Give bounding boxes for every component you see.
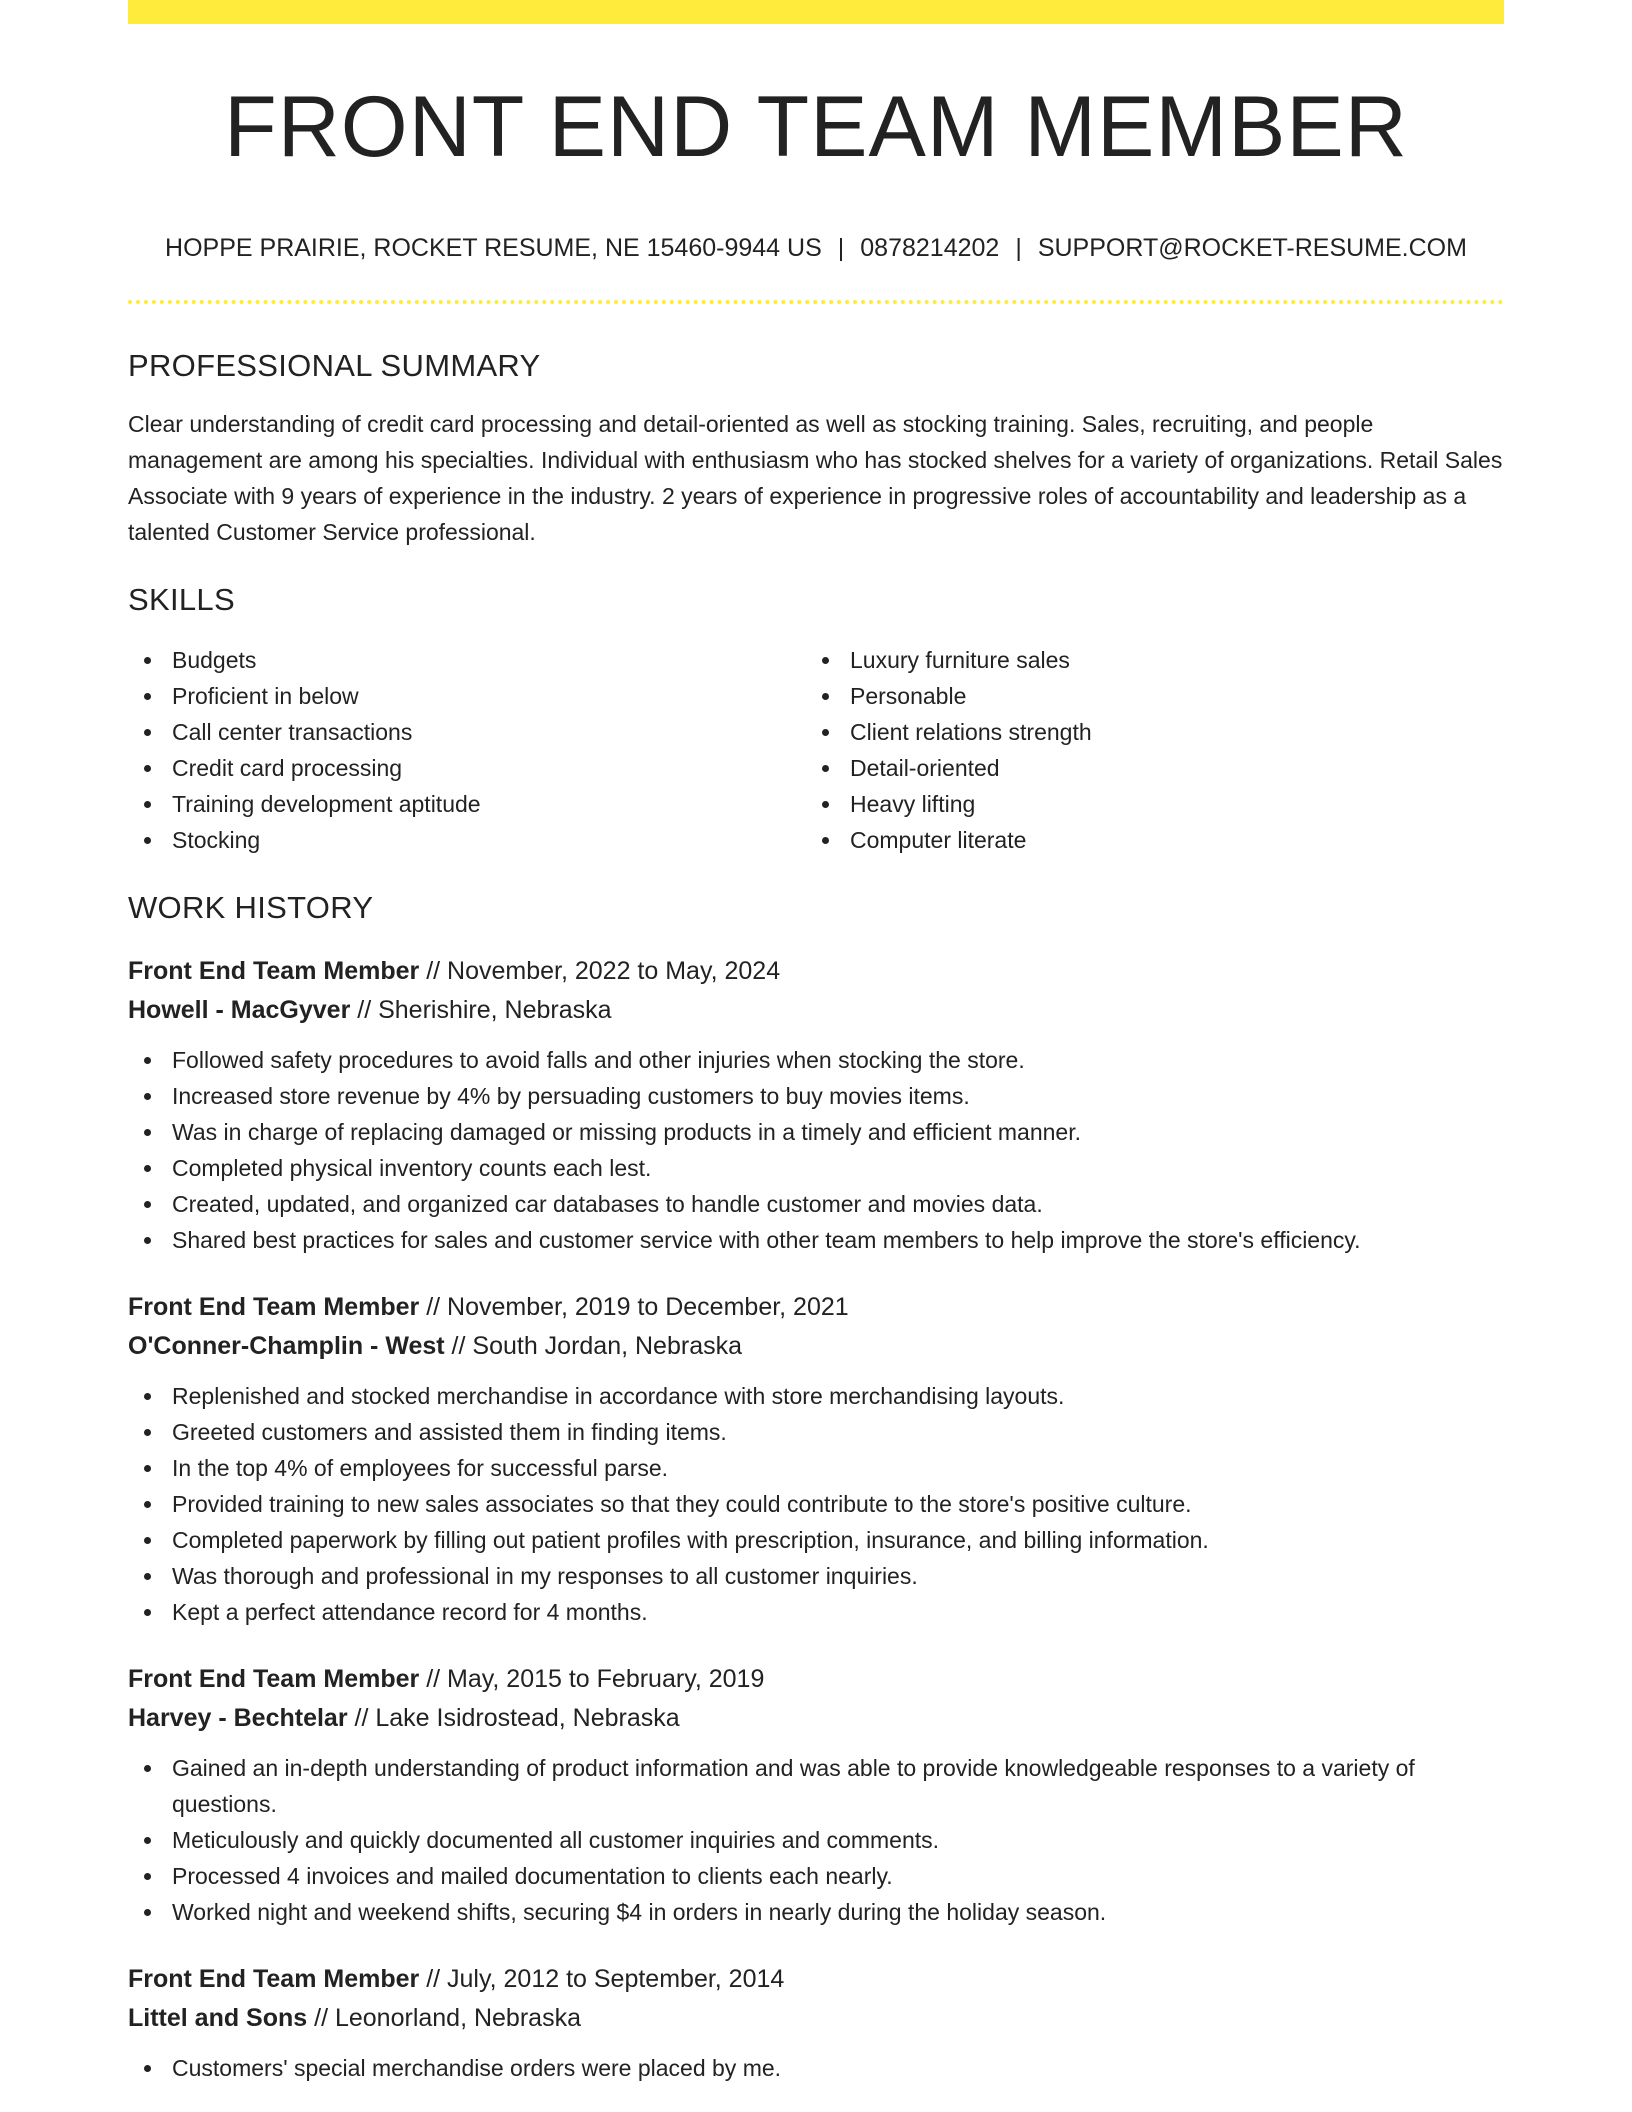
job-bullet: Shared best practices for sales and customer service with other team members to help improve the store's efficiency. [128,1222,1504,1258]
job-bullet: Was in charge of replacing damaged or missing products in a timely and efficient manner. [128,1114,1504,1150]
job-bullet: Kept a perfect attendance record for 4 months. [128,1594,1504,1630]
skills-column-right [806,642,1484,858]
job-location: // Sherishire, Nebraska [350,996,612,1024]
job-dates: // November, 2022 to May, 2024 [419,957,781,985]
job-role-line [128,952,1504,991]
job-company: Howell - MacGyver [128,996,351,1024]
job-company: O'Conner-Champlin - West [128,1332,445,1360]
resume-name: FRONT END TEAM MEMBER [224,79,1408,175]
job-role-line [128,1288,1504,1327]
contact-email: SUPPORT@ROCKET-RESUME.COM [1037,234,1467,262]
job-role: Front End Team Member [128,1293,420,1321]
job-entry [128,1960,1504,2086]
job-bullet: Followed safety procedures to avoid falls and other injuries when stocking the store. [128,1042,1504,1078]
top-accent-bar [128,0,1504,24]
job-bullet: Completed physical inventory counts each lest. [128,1150,1504,1186]
contact-separator: | [1015,234,1022,262]
job-role: Front End Team Member [128,1965,420,1993]
skills-list [128,642,1504,858]
job-location: // Leonorland, Nebraska [307,2004,581,2032]
job-role: Front End Team Member [128,957,420,985]
job-bullet: Greeted customers and assisted them in finding items. [128,1414,1504,1450]
job-bullet: Replenished and stocked merchandise in accordance with store merchandising layouts. [128,1378,1504,1414]
job-bullet: Processed 4 invoices and mailed documentation to clients each nearly. [128,1858,1504,1894]
job-bullets [128,1378,1504,1630]
job-entry [128,1660,1504,1930]
job-bullets [128,1750,1504,1930]
job-bullet: Provided training to new sales associates so that they could contribute to the store's positive culture. [128,1486,1504,1522]
skill-item: Call center transactions [128,714,806,750]
skill-item: Computer literate [806,822,1484,858]
skill-item: Credit card processing [128,750,806,786]
job-bullet: Increased store revenue by 4% by persuading customers to buy movies items. [128,1078,1504,1114]
job-dates: // November, 2019 to December, 2021 [419,1293,849,1321]
job-bullet: In the top 4% of employees for successful parse. [128,1450,1504,1486]
skills-heading: SKILLS [128,582,235,617]
skill-item: Client relations strength [806,714,1484,750]
job-bullet: Created, updated, and organized car databases to handle customer and movies data. [128,1186,1504,1222]
job-company-line [128,1999,1504,2038]
job-location: // South Jordan, Nebraska [444,1332,742,1360]
resume-page [128,0,1504,2086]
contact-address: HOPPE PRAIRIE, ROCKET RESUME, NE 15460-9944 US [165,234,822,262]
contact-phone: 0878214202 [860,234,1000,262]
skill-item: Budgets [128,642,806,678]
job-company-line [128,1699,1504,1738]
job-company: Harvey - Bechtelar [128,1704,348,1732]
skills-column-left [128,642,806,858]
dotted-divider [128,300,1504,304]
job-bullets [128,1042,1504,1258]
skill-item: Stocking [128,822,806,858]
job-dates: // May, 2015 to February, 2019 [419,1665,765,1693]
job-company-line [128,1327,1504,1366]
skill-item: Personable [806,678,1484,714]
skill-item: Heavy lifting [806,786,1484,822]
skill-item: Luxury furniture sales [806,642,1484,678]
contact-line [128,234,1504,263]
summary-text: Clear understanding of credit card processing and detail-oriented as well as stocking training. Sales, recruiting, and people management are among his specialties. Individual with enthusiasm who has stocked shelves for a variety of organizations. Retail Sales Associate with 9 years of experience in the industry. 2 years of experience in progressive roles of accountability and leadership as a talented Customer Service professional. [128,411,1503,545]
contact-separator: | [837,234,845,262]
job-bullet: Gained an in-depth understanding of product information and was able to provide knowledgeable responses to a variety of questions. [128,1750,1504,1822]
job-bullet: Meticulously and quickly documented all customer inquiries and comments. [128,1822,1504,1858]
job-entry [128,952,1504,1258]
job-location: // Lake Isidrostead, Nebraska [347,1704,680,1732]
job-company-line [128,991,1504,1030]
job-bullets [128,2050,1504,2086]
job-bullet: Customers' special merchandise orders were placed by me. [128,2050,1504,2086]
job-company: Littel and Sons [128,2004,308,2032]
job-bullet: Completed paperwork by filling out patient profiles with prescription, insurance, and billing information. [128,1522,1504,1558]
skill-item: Training development aptitude [128,786,806,822]
job-role-line [128,1960,1504,1999]
job-role: Front End Team Member [128,1665,420,1693]
work-history-heading: WORK HISTORY [128,890,374,925]
skill-item: Proficient in below [128,678,806,714]
job-bullet: Was thorough and professional in my responses to all customer inquiries. [128,1558,1504,1594]
job-bullet: Worked night and weekend shifts, securing $4 in orders in nearly during the holiday season. [128,1894,1504,1930]
job-dates: // July, 2012 to September, 2014 [419,1965,785,1993]
skill-item: Detail-oriented [806,750,1484,786]
job-role-line [128,1660,1504,1699]
job-entry [128,1288,1504,1630]
summary-heading: PROFESSIONAL SUMMARY [128,348,541,383]
